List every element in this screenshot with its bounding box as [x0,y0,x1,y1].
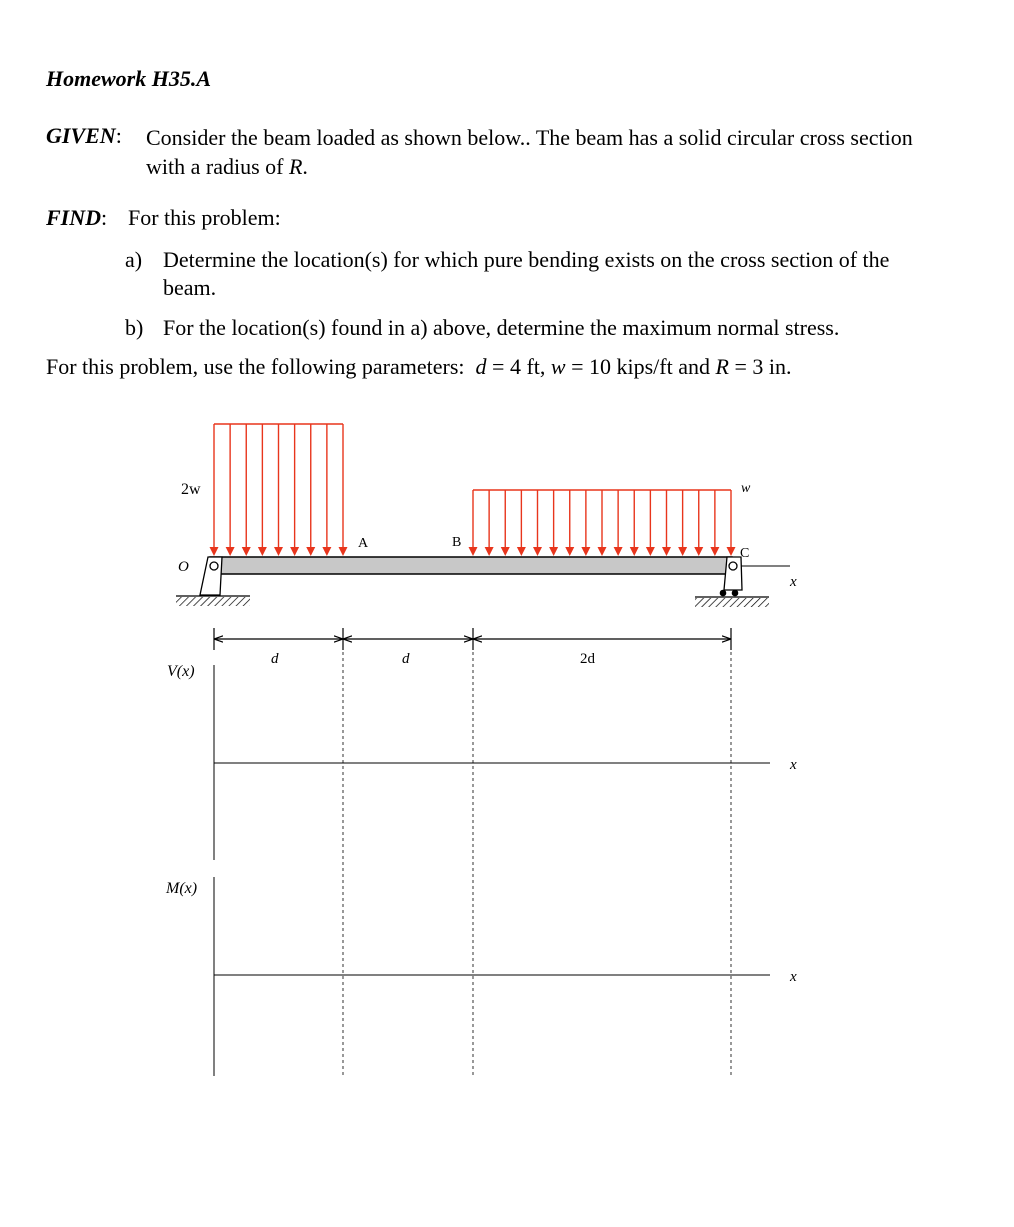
load-w-arrow-head [565,547,574,556]
load-w-arrow-head [614,547,623,556]
item-a-text: Determine the location(s) for which pure bending exists on the cross section of the beam. [163,247,890,300]
shear-x-axis-label: x [790,757,797,773]
load-2w-arrow-head [306,547,315,556]
load-w-arrow-head [727,547,736,556]
find-label: FIND: [46,205,108,230]
load-2w-arrow-head [322,547,331,556]
load-w-arrow-head [581,547,590,556]
load-2w-arrow-head [242,547,251,556]
point-B-label: B [452,535,462,550]
given-label: GIVEN: [46,123,122,148]
load-w-arrow-head [630,547,639,556]
ground-hatch-left [176,597,250,606]
load-2w-arrow-head [274,547,283,556]
guide-lines [343,652,731,1076]
load-2w-arrow-head [290,547,299,556]
moment-x-axis-label: x [790,969,797,985]
load-2w-arrow-head [210,547,219,556]
load-w-arrow-head [485,547,494,556]
shear-axis-label: V(x) [167,663,195,680]
point-A-label: A [358,536,369,551]
load-w-arrow-head [598,547,607,556]
load-w-arrow-head [646,547,655,556]
parameters-line: For this problem, use the following parameters: d = 4 ft, w = 10 kips/ft and R = 3 in. [46,354,792,379]
load-label-w: w [741,481,751,496]
load-w-arrow-head [678,547,687,556]
beam-x-axis-label: x [790,574,797,590]
load-w-arrow-head [517,547,526,556]
homework-title: Homework H35.A [46,66,212,91]
load-w-arrow-head [710,547,719,556]
load-w-arrow-head [469,547,478,556]
item-a-marker: a) [125,247,143,272]
given-text: Consider the beam loaded as shown below.. The beam has a solid circular cross section with a radius of R. [146,125,913,179]
load-w-arrow-head [662,547,671,556]
point-C-label: C [740,546,750,561]
load-2w-arrow-head [339,547,348,556]
origin-label: O [178,559,189,575]
distributed-load-w [469,490,736,556]
item-b-marker: b) [125,315,144,340]
distributed-load-2w [210,424,348,556]
load-w-arrow-head [549,547,558,556]
dimension-2d: 2d [580,651,595,667]
dimension-d-1: d [271,651,279,667]
moment-axis-label: M(x) [166,880,198,897]
ground-hatch-right [695,598,769,607]
load-label-2w: 2w [181,481,201,498]
load-w-arrow-head [694,547,703,556]
moment-diagram-axes [214,877,770,1076]
dimension-d-2: d [402,651,410,667]
beam [210,557,732,574]
load-w-arrow-head [533,547,542,556]
load-2w-arrow-head [226,547,235,556]
item-b-text: For the location(s) found in a) above, determine the maximum normal stress. [163,315,840,340]
load-2w-arrow-head [258,547,267,556]
load-w-arrow-head [501,547,510,556]
shear-diagram-axes [214,665,770,860]
dimension-lines [214,628,731,650]
find-text: For this problem: [128,205,281,230]
